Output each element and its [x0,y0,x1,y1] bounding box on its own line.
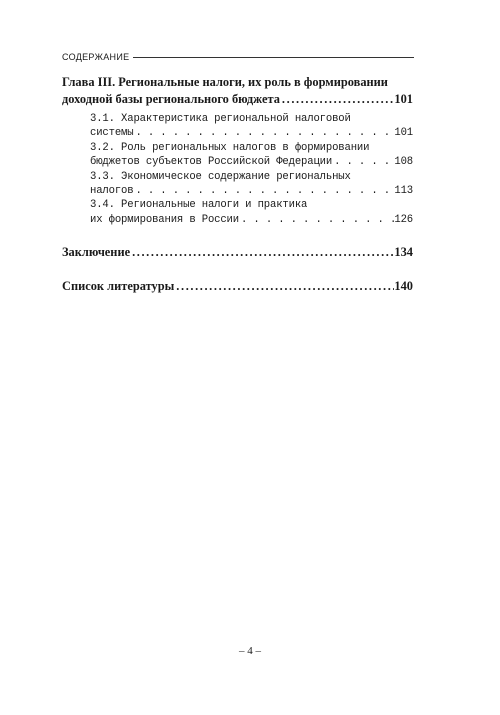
toc-section-3-4-page: 126 [394,213,413,226]
toc-section-3-2[interactable] [62,155,413,169]
dot-leader [239,213,394,227]
toc-references-title: Список литературы [62,279,175,294]
toc-chapter-entry[interactable] [62,91,413,108]
toc-conclusion-page: 134 [394,245,413,260]
dot-leader [133,126,394,140]
running-header [62,50,414,64]
toc-section-3-3-text-2: налогов [90,184,134,197]
toc-chapter-title-text-2: доходной базы регионального бюджета [62,92,280,106]
dot-leader [174,278,394,295]
toc-section-3-4-text-1: 3.4. Региональные налоги и практика [90,199,308,212]
running-header-label: СОДЕРЖАНИЕ [62,52,130,62]
toc-conclusion[interactable] [62,244,413,261]
toc-section-3-3-line-1 [62,170,413,184]
toc-section-3-1-text-2: системы [90,127,134,140]
toc-section-3-4[interactable] [62,213,413,227]
dot-leader [332,155,394,169]
header-rule [133,57,414,58]
toc-section-3-2-line-1 [62,141,413,155]
toc-section-3-1[interactable] [62,126,413,140]
toc-chapter-page: 101 [394,92,413,106]
toc-section-3-3-text-1: 3.3. Экономическое содержание региональных [90,170,351,183]
toc-chapter-title-line-1 [62,74,413,91]
toc-chapter-title-text-1: Глава III. Региональные налоги, их роль в формировании [62,75,388,89]
toc-section-3-2-text-2: бюджетов субъектов Российской Федерации [90,156,333,169]
page-number-footer: – 4 – [239,645,261,657]
toc-section-3-2-text-1: 3.2. Роль региональных налогов в формировании [90,141,370,154]
dot-leader [130,244,394,261]
toc-conclusion-title: Заключение [62,245,131,260]
dot-leader [133,184,394,198]
toc-section-3-1-line-1 [62,112,413,126]
dot-leader [280,91,394,108]
toc-section-3-1-text-1: 3.1. Характеристика региональной налоговой [90,113,351,125]
toc-section-3-2-page: 108 [394,156,413,169]
table-of-contents [62,74,413,295]
toc-section-3-4-line-1 [62,198,413,212]
toc-section-3-4-text-2: их формирования в России [90,213,239,226]
toc-section-3-1-page: 101 [394,127,413,140]
toc-section-3-3[interactable] [62,184,413,198]
toc-references[interactable] [62,278,413,295]
toc-references-page: 140 [394,279,413,294]
toc-section-3-3-page: 113 [394,184,413,197]
